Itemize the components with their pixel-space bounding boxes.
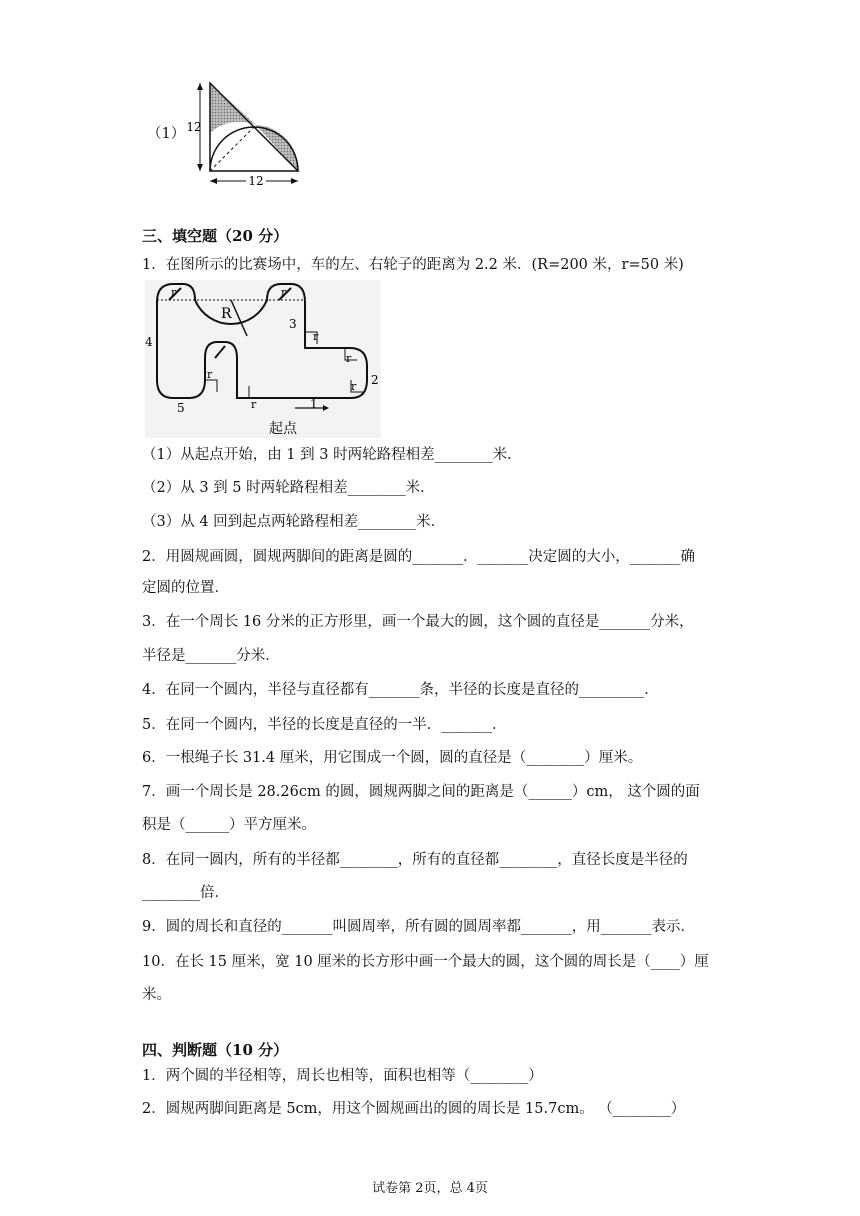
q3-5: 5．在同一个圆内，半径的长度是直径的一半．_______． — [142, 717, 507, 733]
svg-text:r: r — [351, 380, 357, 393]
label-start: 起点 — [269, 421, 297, 437]
dim-horizontal: 12 — [248, 174, 264, 188]
q3-1-sub3: （3）从 4 回到起点两轮路程相差________米． — [142, 514, 446, 530]
figure1-label: （1） — [147, 126, 186, 142]
svg-text:r: r — [171, 286, 177, 299]
svg-text:r: r — [251, 398, 257, 411]
q3-3-line1: 3．在一个周长 16 分米的正方形里，画一个最大的圆，这个圆的直径是_______分米， — [142, 614, 694, 630]
svg-text:5: 5 — [177, 401, 185, 415]
svg-text:r: r — [313, 330, 319, 343]
race-track-diagram — [145, 280, 381, 438]
q3-7-line2: 积是（______）平方厘米。 — [142, 817, 316, 833]
q4-1: 1．两个圆的半径相等，周长也相等，面积也相等（________） — [142, 1068, 543, 1084]
svg-text:1: 1 — [310, 397, 318, 411]
q3-10-line1: 10．在长 15 厘米，宽 10 厘米的长方形中画一个最大的圆，这个圆的周长是（____）厘 — [142, 954, 709, 970]
q3-2-line1: 2．用圆规画圆，圆规两脚间的距离是圆的_______．_______决定圆的大小，_______确 — [142, 549, 695, 565]
q3-6: 6．一根绳子长 31.4 厘米，用它围成一个圆，圆的直径是（________）厘米。 — [142, 750, 643, 766]
q3-4: 4．在同一个圆内，半径与直径都有_______条，半径的长度是直径的_________． — [142, 682, 659, 698]
q3-1-sub1: （1）从起点开始，由 1 到 3 时两轮路程相差________米． — [142, 447, 522, 463]
label-R: R — [221, 306, 232, 322]
q3-8-line2: ________倍． — [142, 885, 229, 901]
q3-10-line2: 米。 — [142, 987, 171, 1003]
dim-vertical: 12 — [186, 120, 202, 134]
svg-text:r: r — [281, 286, 287, 299]
svg-text:4: 4 — [145, 335, 153, 349]
q3-8-line1: 8．在同一圆内，所有的半径都________，所有的直径都________，直径长度是半径的 — [142, 852, 688, 868]
svg-text:r: r — [346, 352, 352, 365]
q4-2: 2．圆规两脚间距离是 5cm，用这个圆规画出的圆的周长是 15.7cm。 （________） — [142, 1101, 686, 1117]
q3-7-line1: 7．画一个周长是 28.26cm 的圆，圆规两脚之间的距离是（______）cm， 这个圆的面 — [142, 784, 700, 800]
q3-3-line2: 半径是_______分米． — [142, 648, 280, 664]
section4-heading: 四、判断题（10 分） — [142, 1041, 289, 1059]
page-footer: 试卷第 2页，总 4页 — [372, 1181, 488, 1196]
q3-1-text: 1．在图所示的比赛场中，车的左、右轮子的距离为 2.2 米．(R=200 米，r=50 米) — [142, 257, 684, 273]
section3-heading: 三、填空题（20 分） — [142, 227, 289, 245]
figure1-diagram — [186, 78, 310, 190]
q3-2-line2: 定圆的位置． — [142, 580, 229, 596]
svg-text:2: 2 — [371, 373, 379, 387]
q3-9: 9．圆的周长和直径的_______叫圆周率，所有圆的圆周率都_______，用_______表示． — [142, 919, 695, 935]
svg-text:r: r — [207, 368, 213, 381]
q3-1-sub2: （2）从 3 到 5 时两轮路程相差________米． — [142, 480, 435, 496]
svg-text:3: 3 — [289, 317, 297, 331]
